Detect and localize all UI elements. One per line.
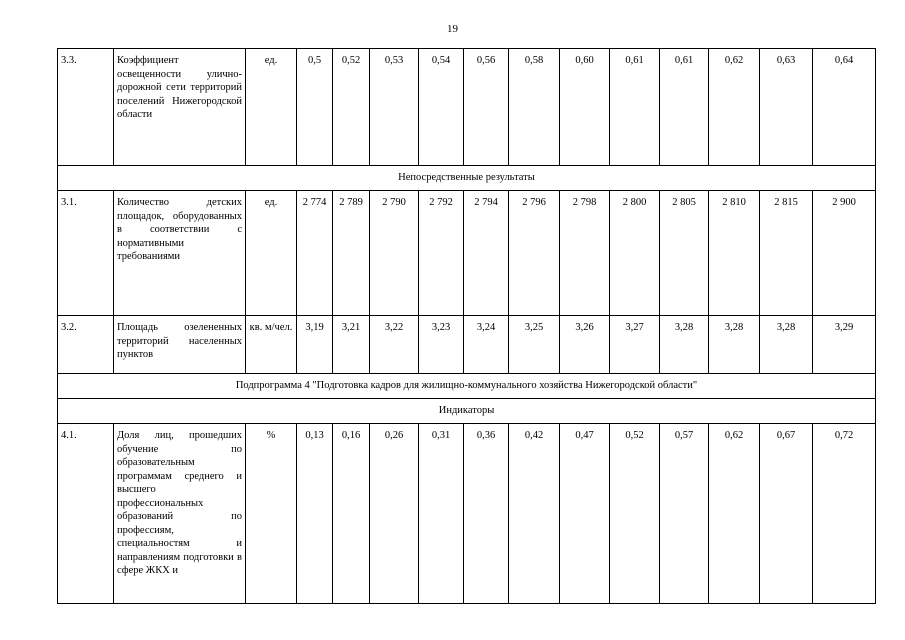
value-cell: 0,61 bbox=[610, 49, 660, 166]
value-cell: 0,16 bbox=[333, 424, 370, 604]
section-row bbox=[58, 166, 876, 191]
unit-cell: % bbox=[246, 424, 297, 604]
value-cell: 0,62 bbox=[709, 424, 760, 604]
value-cell: 0,54 bbox=[419, 49, 464, 166]
indicator-name: Доля лиц, прошедших обучение по образовательным программам среднего и высшего профессиональных образований по профессиям, специальностям и направлениям подготовки в сфере ЖКХ и bbox=[114, 424, 246, 604]
indicator-name: Количество детских площадок, оборудованных в соответствии с нормативными требованиями bbox=[114, 191, 246, 316]
value-cell: 2 805 bbox=[660, 191, 709, 316]
value-cell: 3,24 bbox=[464, 316, 509, 374]
value-cell: 2 800 bbox=[610, 191, 660, 316]
value-cell: 0,5 bbox=[297, 49, 333, 166]
value-cell: 0,62 bbox=[709, 49, 760, 166]
indicator-name: Коэффициент освещенности улично-дорожной сети территорий поселений Нижегородской области bbox=[114, 49, 246, 166]
value-cell: 3,28 bbox=[709, 316, 760, 374]
row-number: 3.1. bbox=[58, 191, 114, 316]
section-title: Индикаторы bbox=[58, 399, 876, 424]
table-row bbox=[58, 316, 876, 374]
subprogram-title: Подпрограмма 4 "Подготовка кадров для жилищно-коммунального хозяйства Нижегородской области" bbox=[58, 374, 876, 399]
row-number: 3.3. bbox=[58, 49, 114, 166]
value-cell: 0,53 bbox=[370, 49, 419, 166]
value-cell: 0,58 bbox=[509, 49, 560, 166]
value-cell: 3,21 bbox=[333, 316, 370, 374]
value-cell: 0,13 bbox=[297, 424, 333, 604]
value-cell: 2 774 bbox=[297, 191, 333, 316]
section-title: Непосредственные результаты bbox=[58, 166, 876, 191]
indicators-table bbox=[57, 48, 876, 604]
value-cell: 0,52 bbox=[333, 49, 370, 166]
value-cell: 2 792 bbox=[419, 191, 464, 316]
value-cell: 2 794 bbox=[464, 191, 509, 316]
value-cell: 0,31 bbox=[419, 424, 464, 604]
unit-cell: ед. bbox=[246, 49, 297, 166]
value-cell: 0,64 bbox=[813, 49, 876, 166]
section-row bbox=[58, 374, 876, 399]
row-number: 4.1. bbox=[58, 424, 114, 604]
value-cell: 2 798 bbox=[560, 191, 610, 316]
value-cell: 0,61 bbox=[660, 49, 709, 166]
value-cell: 0,52 bbox=[610, 424, 660, 604]
value-cell: 0,72 bbox=[813, 424, 876, 604]
row-number: 3.2. bbox=[58, 316, 114, 374]
value-cell: 0,57 bbox=[660, 424, 709, 604]
value-cell: 2 815 bbox=[760, 191, 813, 316]
value-cell: 3,19 bbox=[297, 316, 333, 374]
value-cell: 3,27 bbox=[610, 316, 660, 374]
value-cell: 3,26 bbox=[560, 316, 610, 374]
value-cell: 0,47 bbox=[560, 424, 610, 604]
value-cell: 3,29 bbox=[813, 316, 876, 374]
value-cell: 0,42 bbox=[509, 424, 560, 604]
value-cell: 2 810 bbox=[709, 191, 760, 316]
value-cell: 0,26 bbox=[370, 424, 419, 604]
value-cell: 3,22 bbox=[370, 316, 419, 374]
value-cell: 0,56 bbox=[464, 49, 509, 166]
unit-cell: ед. bbox=[246, 191, 297, 316]
value-cell: 3,28 bbox=[760, 316, 813, 374]
value-cell: 0,67 bbox=[760, 424, 813, 604]
value-cell: 2 796 bbox=[509, 191, 560, 316]
table-row bbox=[58, 49, 876, 166]
page-number: 19 bbox=[447, 23, 458, 35]
value-cell: 2 900 bbox=[813, 191, 876, 316]
value-cell: 2 790 bbox=[370, 191, 419, 316]
section-row bbox=[58, 399, 876, 424]
unit-cell: кв. м/чел. bbox=[246, 316, 297, 374]
value-cell: 3,25 bbox=[509, 316, 560, 374]
value-cell: 0,36 bbox=[464, 424, 509, 604]
value-cell: 3,23 bbox=[419, 316, 464, 374]
table-row bbox=[58, 191, 876, 316]
indicator-name: Площадь озелененных территорий населенных пунктов bbox=[114, 316, 246, 374]
value-cell: 2 789 bbox=[333, 191, 370, 316]
value-cell: 3,28 bbox=[660, 316, 709, 374]
value-cell: 0,60 bbox=[560, 49, 610, 166]
value-cell: 0,63 bbox=[760, 49, 813, 166]
table-row bbox=[58, 424, 876, 604]
